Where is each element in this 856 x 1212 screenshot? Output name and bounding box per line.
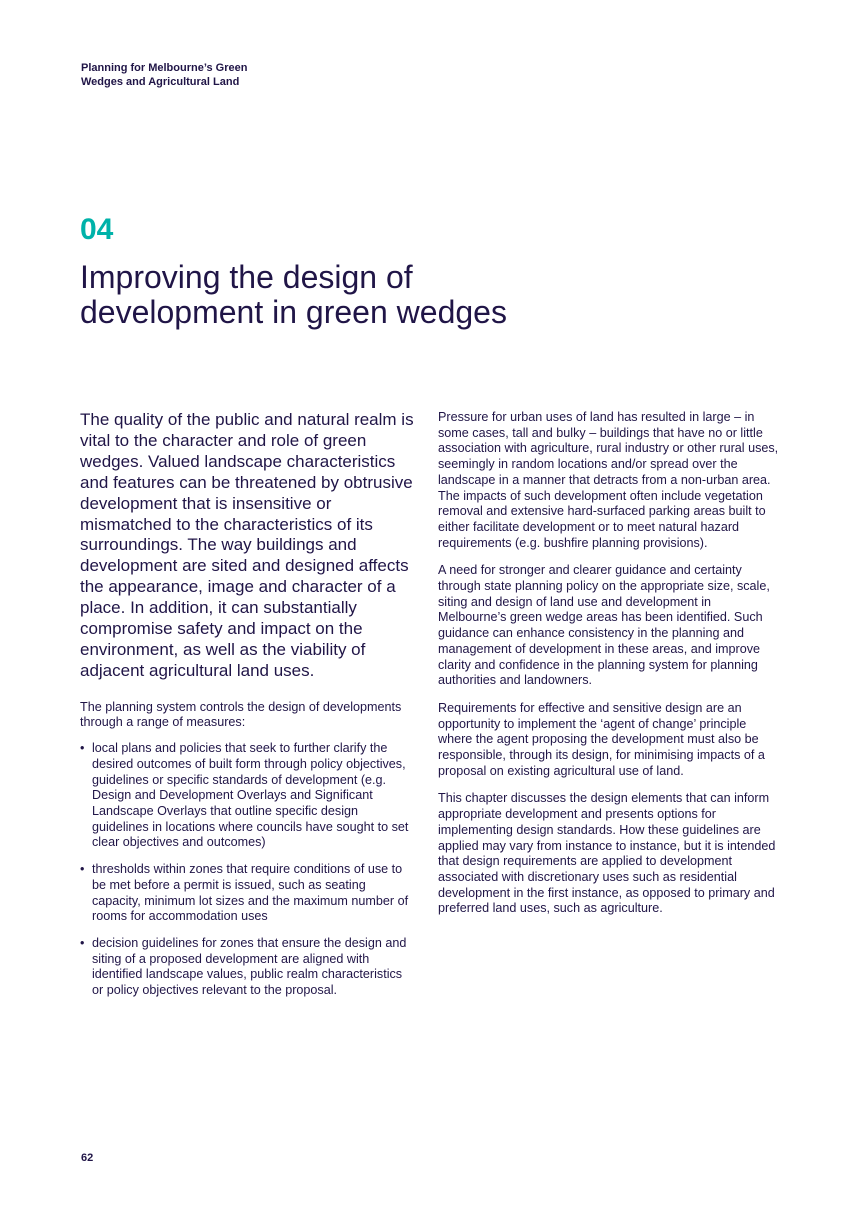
right-column — [438, 410, 780, 929]
body-paragraph: A need for stronger and clearer guidance and certainty through state planning policy on the appropriate size, scale, siting and design of land use and development in Melbourne’s green wedge areas has been identified. Such guidance can enhance consistency in the planning and management of development in these areas, and improve clarity and confidence in the planning system for planning authorities and landowners. — [438, 563, 770, 688]
bullet-icon: • — [80, 741, 85, 756]
intro-paragraph: The quality of the public and natural realm is vital to the character and role of green wedges. Valued landscape characteristics and features can be threatened by obtrusive development that is insensitive or mismatched to the characteristics of its surroundings. The way buildings and development are sited and designed affects the appearance, image and character of a place. In addition, it can substantially compromise safety and impact on the environment, as well as the viability of adjacent agricultural land uses. — [80, 410, 414, 680]
chapter-title — [80, 260, 600, 330]
list-item-text: thresholds within zones that require conditions of use to be met before a permit is issued, such as seating capacity, minimum lot sizes and the maximum number of rooms for accommodation uses — [92, 862, 409, 924]
bullet-icon: • — [80, 935, 85, 950]
body-paragraph: Pressure for urban uses of land has resulted in large – in some cases, tall and bulky – buildings that have no or little association with agriculture, rural industry or other rural uses, seemingly in random locations and/or spread over the landscape in a manner that detracts from a non-urban area. The impacts of such development often include vegetation removal and extensive hard-surfaced parking areas built to either facilitate development or to meet natural hazard requirements (e.g. bushfire planning provisions). — [438, 410, 779, 550]
running-header — [81, 61, 301, 89]
running-header-line-2: Wedges and Agricultural Land — [81, 76, 240, 88]
measures-lead-paragraph: The planning system controls the design of developments through a range of measures: — [80, 699, 402, 730]
bullet-icon: • — [80, 862, 85, 877]
chapter-title-line-1: Improving the design of — [80, 259, 413, 295]
list-item — [80, 936, 416, 999]
chapter-title-line-2: development in green wedges — [80, 294, 507, 330]
list-item-text: decision guidelines for zones that ensure the design and siting of a proposed development are aligned with identified landscape values, public realm characteristics or policy objectives relevant to the proposal. — [92, 935, 407, 998]
left-column — [80, 410, 416, 1010]
measures-list — [80, 741, 416, 999]
chapter-number: 04 — [80, 213, 114, 246]
body-paragraph: Requirements for effective and sensitive design are an opportunity to implement the ‘agent of change’ principle where the agent proposing the development must also be responsible, through its design, for minimising impacts of a proposal on existing agricultural use of land. — [438, 700, 765, 778]
list-item — [80, 862, 416, 925]
page-number: 62 — [81, 1152, 94, 1164]
list-item — [80, 741, 416, 851]
body-paragraph: This chapter discusses the design elements that can inform appropriate development and presents options for implementing design standards. How these guidelines are applied may vary from instance to instance, but it is intended that design requirements are applied to development associated with discretionary uses such as residential development in the first instance, as opposed to primary and preferred land uses, such as agriculture. — [438, 791, 776, 916]
running-header-line-1: Planning for Melbourne’s Green — [81, 62, 248, 74]
list-item-text: local plans and policies that seek to further clarify the desired outcomes of built form through policy objectives, guidelines or specific standards of development (e.g. Design and Development Overlays and Significant Landscape Overlays that outline specific design guidelines in locations where councils have sought to set clear objectives and outcomes) — [92, 741, 409, 850]
